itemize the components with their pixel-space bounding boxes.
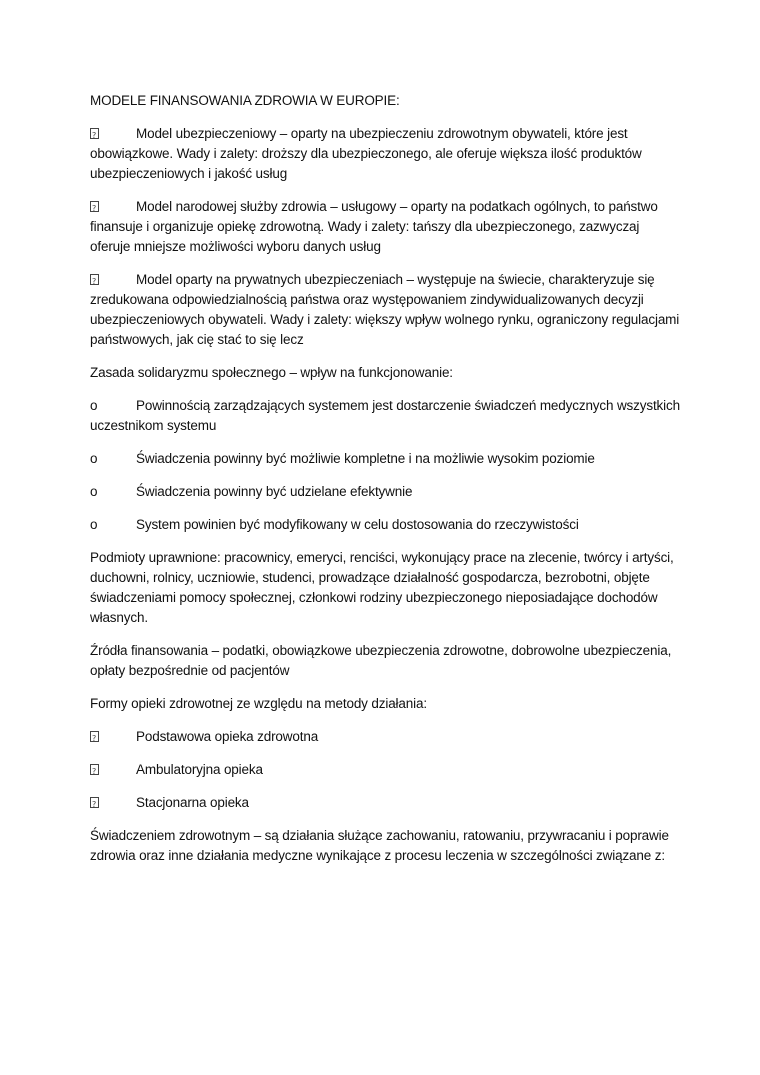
circle-bullet-icon: o — [90, 517, 98, 532]
sources-paragraph: Źródła finansowania – podatki, obowiązkowe ubezpieczenia zdrowotne, dobrowolne ubezpieczenia, opłaty bezpośrednie od pacjentów — [90, 643, 672, 678]
missing-glyph-icon — [90, 731, 99, 742]
solidarity-text: System powinien być modyfikowany w celu dostosowania do rzeczywistości — [136, 517, 579, 532]
solidarity-item — [90, 482, 682, 502]
model-text: Model ubezpieczeniowy – oparty na ubezpieczeniu zdrowotnym obywateli, które jest obowiązkowe. Wady i zalety: droższy dla ubezpieczonego, ale oferuje większa ilość produktów ubezpieczeniowych i jakość usług — [90, 126, 642, 181]
definition-paragraph: Świadczeniem zdrowotnym – są działania służące zachowaniu, ratowaniu, przywracaniu i poprawie zdrowia oraz inne działania medyczne wynikające z procesu leczenia w szczególności związane z: — [90, 828, 669, 863]
solidarity-heading: Zasada solidaryzmu społecznego – wpływ na funkcjonowanie: — [90, 365, 453, 380]
form-item — [90, 760, 682, 780]
solidarity-item — [90, 396, 682, 436]
solidarity-text: Świadczenia powinny być możliwie kompletne i na możliwie wysokim poziomie — [136, 451, 595, 466]
document-page — [90, 91, 682, 879]
missing-glyph-icon — [90, 797, 99, 808]
solidarity-text: Powinnością zarządzających systemem jest dostarczenie świadczeń medycznych wszystkich uczestnikom systemu — [90, 398, 680, 433]
model-text: Model narodowej służby zdrowia – usługowy – oparty na podatkach ogólnych, to państwo finansuje i organizuje opiekę zdrowotną. Wady i zalety: tańszy dla ubezpieczonego, zazwyczaj oferuje mniejsze możliwości wyboru danych usług — [90, 199, 658, 254]
solidarity-text: Świadczenia powinny być udzielane efektywnie — [136, 484, 413, 499]
form-text: Stacjonarna opieka — [136, 795, 249, 810]
document-title: MODELE FINANSOWANIA ZDROWIA W EUROPIE: — [90, 93, 400, 108]
model-text: Model oparty na prywatnych ubezpieczeniach – występuje na świecie, charakteryzuje się zredukowana odpowiedzialnością państwa oraz występowaniem zindywidualizowanych decyzji ubezpieczeniowych obywateli. Wady i zalety: większy wpływ wolnego rynku, ograniczony regulacjami państwowych, jak cię stać to się lecz — [90, 272, 680, 347]
missing-glyph-icon — [90, 128, 99, 139]
missing-glyph-icon — [90, 201, 99, 212]
form-text: Ambulatoryjna opieka — [136, 762, 263, 777]
model-item — [90, 270, 682, 350]
missing-glyph-icon — [90, 274, 99, 285]
model-item — [90, 197, 682, 257]
missing-glyph-icon — [90, 764, 99, 775]
circle-bullet-icon: o — [90, 484, 98, 499]
circle-bullet-icon: o — [90, 451, 98, 466]
entitled-paragraph: Podmioty uprawnione: pracownicy, emeryci, renciści, wykonujący prace na zlecenie, twórcy i artyści, duchowni, rolnicy, uczniowie, studenci, prowadzące działalność gospodarcza, bezrobotni, objęte świadczeniami pomocy społecznej, członkowi rodziny ubezpieczonego nieposiadające dochodów własnych. — [90, 550, 674, 625]
forms-heading: Formy opieki zdrowotnej ze względu na metody działania: — [90, 696, 427, 711]
solidarity-item — [90, 449, 682, 469]
form-text: Podstawowa opieka zdrowotna — [136, 729, 319, 744]
model-item — [90, 124, 682, 184]
circle-bullet-icon: o — [90, 398, 98, 413]
solidarity-item — [90, 515, 682, 535]
form-item — [90, 793, 682, 813]
form-item — [90, 727, 682, 747]
